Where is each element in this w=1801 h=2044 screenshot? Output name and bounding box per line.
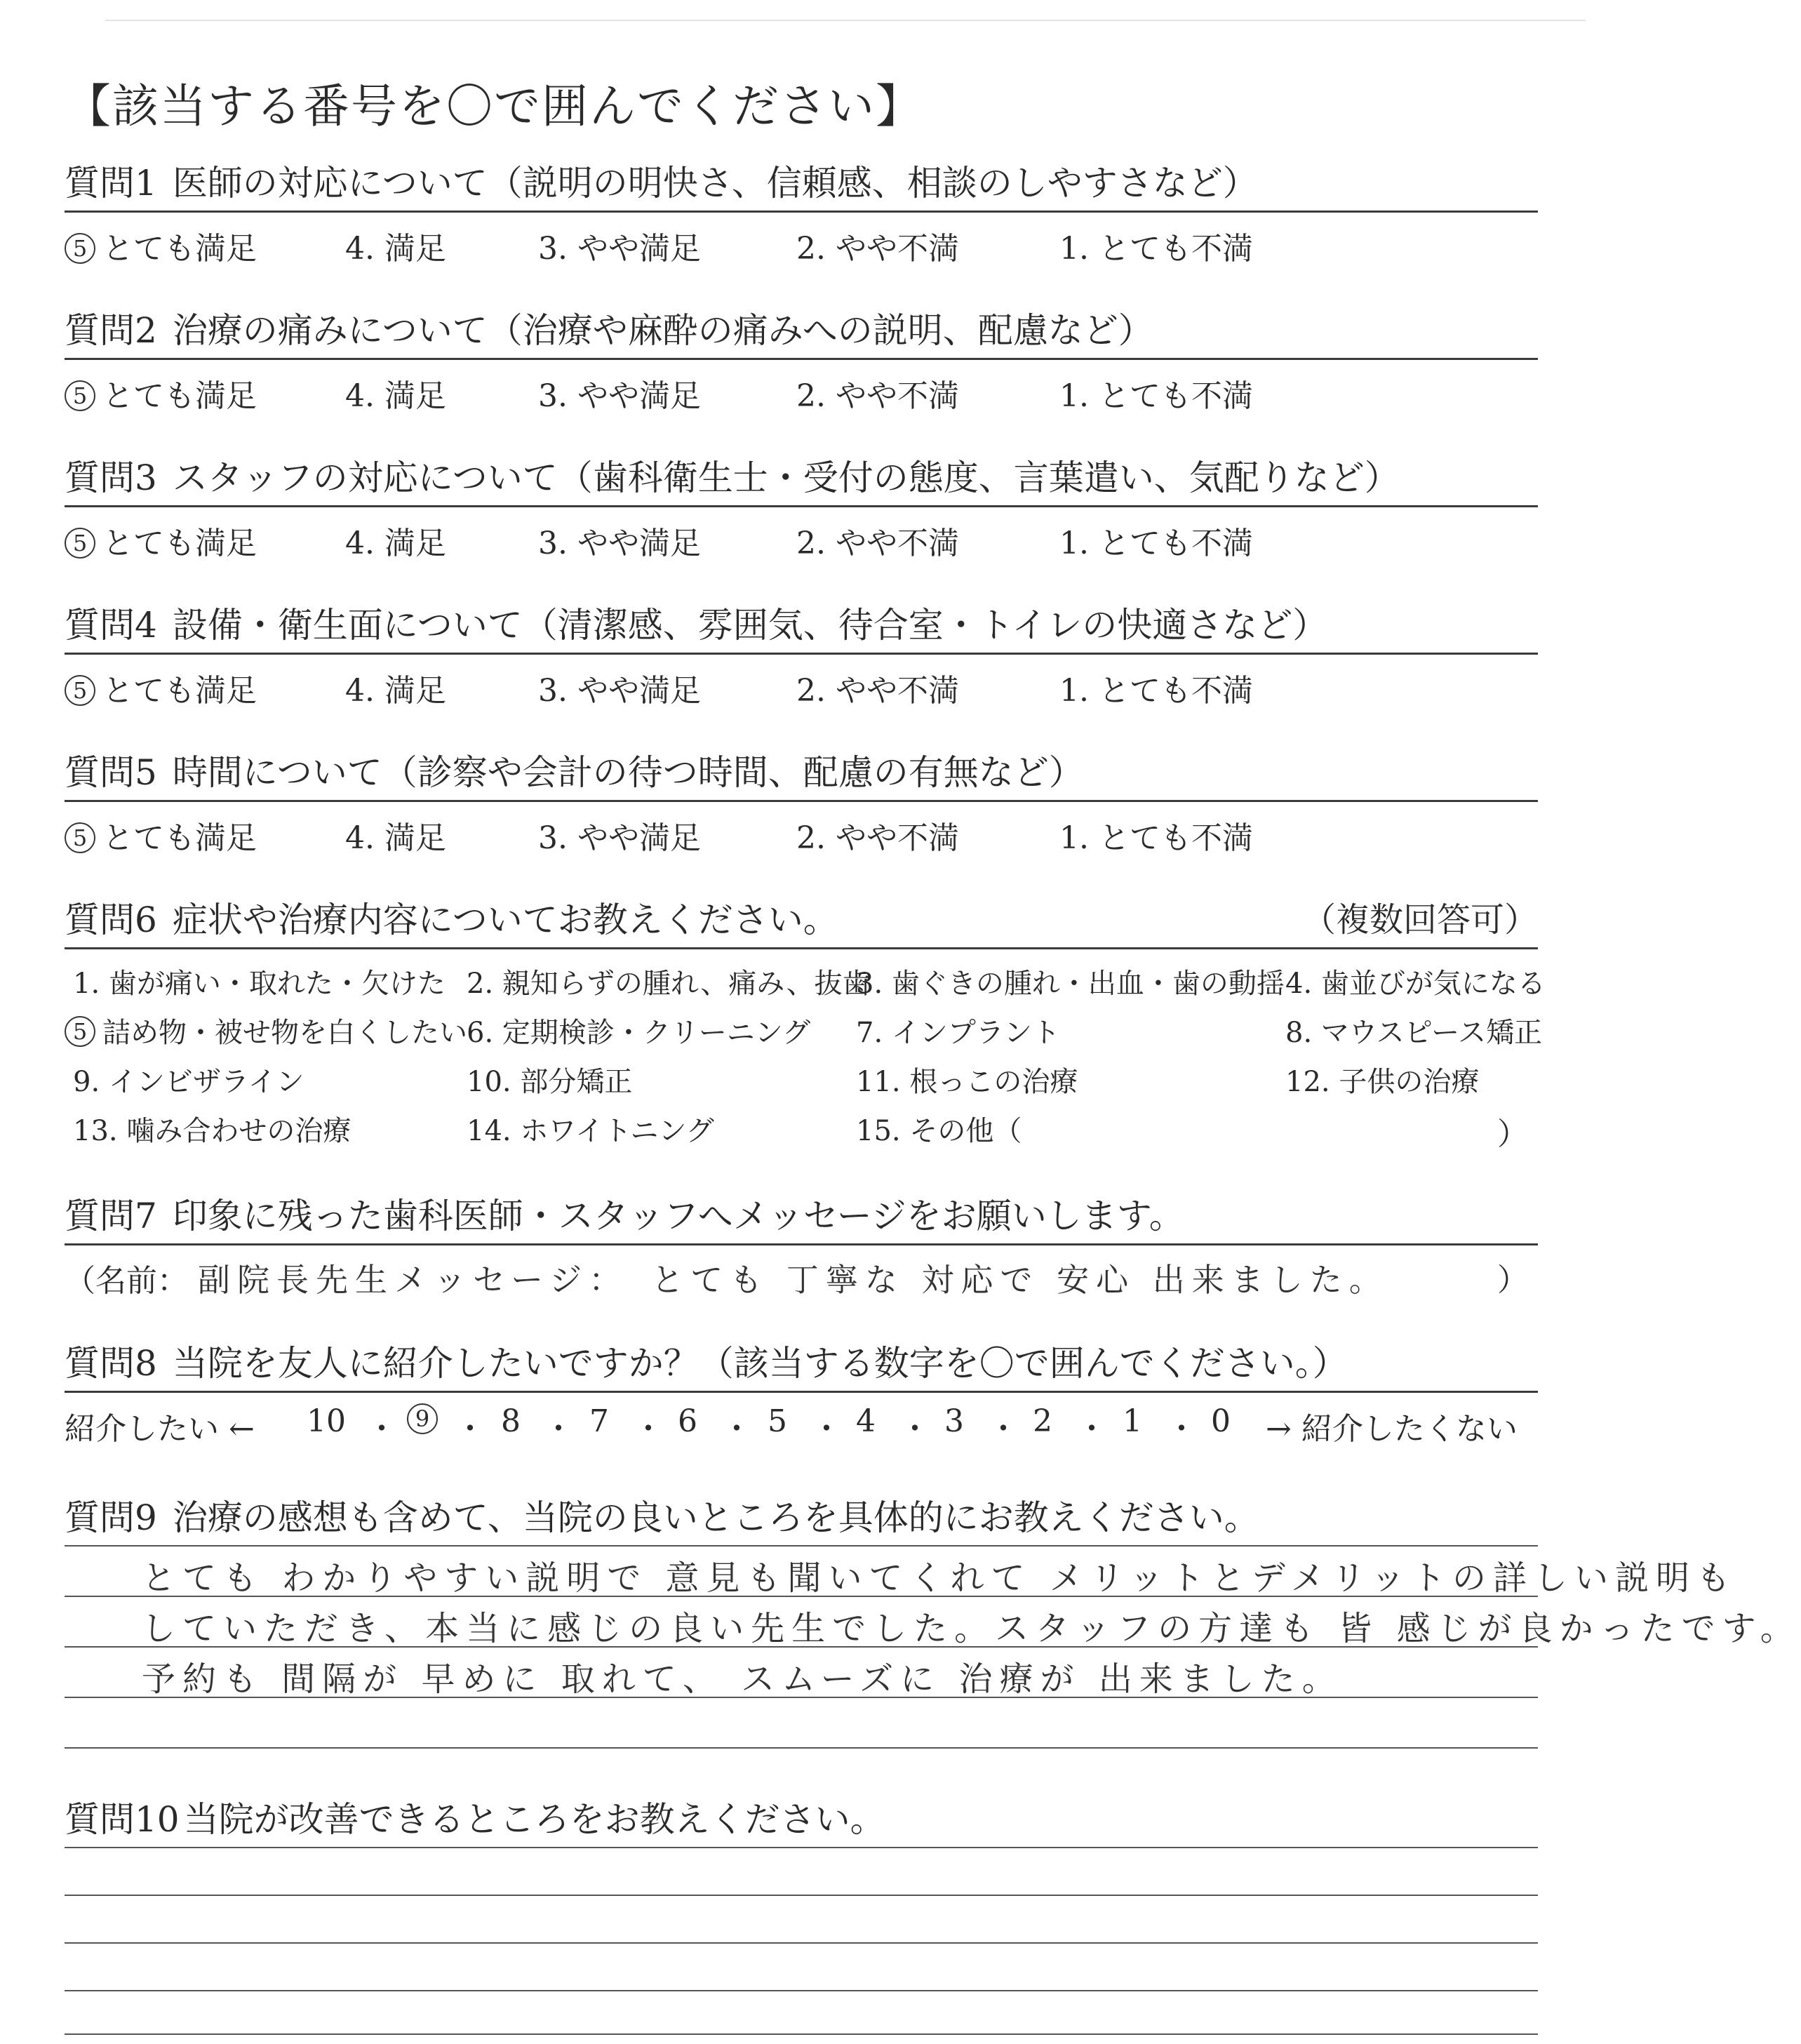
rating-options [65,813,1538,855]
option-3[interactable]: 3. やや満足 [538,526,701,561]
option-4[interactable]: 4. 満足 [345,231,446,267]
scale-4[interactable]: 4 [856,1403,876,1439]
choice-15[interactable]: 15. その他（ [856,1115,1022,1147]
question-title [65,1796,1538,1845]
question-text: 医師の対応について（説明の明快さ、信頼感、相談のしやすさなど） [172,163,1258,203]
scan-edge-line [105,20,1586,21]
choice-1[interactable]: 1. 歯が痛い・取れた・欠けた [73,968,446,1000]
question-title [65,160,1538,209]
writing-line [65,1545,1538,1547]
option-3[interactable]: 3. やや満足 [538,820,701,856]
option-5[interactable]: 5 とても満足 [65,518,257,563]
option-4[interactable]: 4. 満足 [345,378,446,414]
question-text: 当院が改善できるところをお教えください。 [183,1799,885,1840]
rating-options [65,665,1538,707]
question-1 [65,160,1538,267]
scale-6[interactable]: 6 [678,1403,697,1439]
question-7 [65,1193,1538,1299]
question-number: 質問7 [65,1196,157,1236]
scale-dot: ・ [366,1411,397,1447]
option-2[interactable]: 2. やや不満 [796,820,959,856]
option-4[interactable]: 4. 満足 [345,526,446,561]
option-5[interactable]: 5 とても満足 [65,370,257,415]
handwritten-line-3: 予約も 間隔が 早めに 取れて、 スムーズに 治療が 出来ました。 [142,1659,1343,1699]
question-6 [65,897,1546,1152]
scale-dot: ・ [811,1411,842,1447]
scale-3[interactable]: 3 [944,1403,964,1439]
question-title [65,602,1538,651]
option-2[interactable]: 2. やや不満 [796,673,959,709]
question-number: 質問10 [65,1799,180,1840]
question-10 [65,1796,1538,2035]
other-close-paren: ） [1497,1116,1528,1152]
question-8 [65,1340,1538,1447]
option-2[interactable]: 2. やや不満 [796,526,959,561]
choice-13[interactable]: 13. 噛み合わせの治療 [73,1115,352,1147]
answer-rule [65,1391,1538,1393]
question-title [65,1495,1538,1544]
question-number: 質問4 [65,605,157,646]
question-number: 質問8 [65,1343,157,1384]
question-text: スタッフの対応について（歯科衛生士・受付の態度、言葉遣い、気配りなど） [172,457,1400,498]
question-number: 質問1 [65,163,157,203]
choice-5[interactable]: 5 詰め物・被せ物を白くしたい [65,1010,467,1050]
question-text: 治療の感想も含めて、当院の良いところを具体的にお教えください。 [172,1497,1259,1538]
writing-line [65,1895,1538,1896]
answer-lines [65,1545,1801,1756]
answer-rule [65,800,1538,802]
choice-12[interactable]: 12. 子供の治療 [1285,1066,1480,1098]
question-text: 治療の痛みについて（治療や麻酔の痛みへの説明、配慮など） [172,310,1153,351]
selected-circle: 5 [65,528,95,559]
scale-dot: ・ [1076,1411,1107,1447]
name-label: （名前： [65,1263,188,1299]
choice-2[interactable]: 2. 親知らずの腫れ、痛み、抜歯 [467,968,871,1000]
writing-line [65,2033,1538,2035]
choice-9[interactable]: 9. インビザライン [73,1066,304,1098]
question-text: 時間について（診察や会計の待つ時間、配慮の有無など） [172,752,1084,793]
question-number: 質問5 [65,752,157,793]
option-4[interactable]: 4. 満足 [345,673,446,709]
scale-5[interactable]: 5 [768,1403,787,1439]
choice-4[interactable]: 4. 歯並びが気になる [1285,968,1546,1000]
symptom-choices [65,961,1546,1152]
question-number: 質問9 [65,1497,157,1538]
question-title [65,455,1538,504]
question-title [65,897,1538,946]
option-4[interactable]: 4. 満足 [345,820,446,856]
choice-8[interactable]: 8. マウスピース矯正 [1285,1017,1543,1049]
answer-rule [65,653,1538,655]
answer-rule [65,211,1538,213]
scale-7[interactable]: 7 [589,1403,609,1439]
option-3[interactable]: 3. やや満足 [538,673,701,709]
handwritten-line-1: とても わかりやすい説明で 意見も聞いてくれて メリットとデメリットの詳しい説明も [142,1558,1738,1598]
answer-rule [65,505,1538,507]
selected-circle: 5 [65,233,95,264]
rating-options [65,370,1538,413]
option-1[interactable]: 1. とても不満 [1059,820,1253,856]
scale-10[interactable]: 10 [307,1403,346,1439]
question-2 [65,307,1538,414]
question-9 [65,1495,1801,1761]
scale-dot: ・ [899,1411,930,1447]
handwritten-line-2: していただき、本当に感じの良い先生でした。スタッフの方達も 皆 感じが良かったです。 [142,1609,1801,1648]
question-title [65,1193,1538,1242]
scale-dot: ・ [988,1411,1019,1447]
option-3[interactable]: 3. やや満足 [538,231,701,267]
option-5[interactable]: 5 とても満足 [65,223,257,268]
scale-2[interactable]: 2 [1033,1403,1052,1439]
scale-8[interactable]: 8 [501,1403,521,1439]
question-text: 症状や治療内容についてお教えください。 [172,900,838,940]
handwritten-message: 副院長先生メッセージ： とても 丁寧な 対応で 安心 出来ました。 [198,1261,1388,1299]
writing-line [65,1847,1538,1848]
selected-circle: 5 [65,1016,95,1047]
scale-0[interactable]: 0 [1211,1403,1231,1439]
message-close-paren: ） [1497,1262,1528,1298]
selected-circle: 9 [407,1403,438,1434]
choice-6[interactable]: 6. 定期検診・クリーニング [467,1017,811,1049]
option-5[interactable]: 5 とても満足 [65,813,257,857]
question-title [65,749,1538,799]
option-1[interactable]: 1. とても不満 [1059,673,1253,709]
question-number: 質問3 [65,457,157,498]
question-number: 質問6 [65,900,157,940]
question-4 [65,602,1538,709]
choice-7[interactable]: 7. インプラント [856,1017,1060,1049]
question-5 [65,749,1538,856]
rating-options [65,518,1538,560]
scale-left-label: 紹介したい ← [65,1411,255,1447]
option-1[interactable]: 1. とても不満 [1059,231,1253,267]
scale-1[interactable]: 1 [1123,1403,1142,1439]
choice-3[interactable]: 3. 歯ぐきの腫れ・出血・歯の動揺 [856,968,1285,1000]
scale-dot: ・ [455,1411,486,1447]
question-title [65,307,1538,356]
question-text: 印象に残った歯科医師・スタッフへメッセージをお願いします。 [172,1196,1184,1236]
answer-lines [65,1847,1538,2036]
scale-dot: ・ [543,1411,574,1447]
choice-14[interactable]: 14. ホワイトニング [467,1115,714,1147]
page-title: 【該当する番号を〇で囲んでください】 [65,79,923,133]
scale-dot: ・ [1166,1411,1197,1447]
writing-line [65,1747,1538,1749]
selected-circle: 5 [65,675,95,706]
answer-rule [65,1243,1538,1245]
option-3[interactable]: 3. やや満足 [538,378,701,414]
scale-dot: ・ [633,1411,664,1447]
option-5[interactable]: 5 とても満足 [65,665,257,710]
option-1[interactable]: 1. とても不満 [1059,378,1253,414]
selected-circle: 5 [65,822,95,853]
choice-11[interactable]: 11. 根っこの治療 [856,1066,1078,1098]
option-2[interactable]: 2. やや不満 [796,231,959,267]
question-3 [65,455,1538,561]
rating-options [65,223,1538,265]
question-title [65,1340,1538,1389]
scale-right-label: → 紹介したくない [1266,1411,1518,1447]
question-number: 質問2 [65,310,157,351]
answer-rule [65,358,1538,360]
option-2[interactable]: 2. やや不満 [796,378,959,414]
question-text: 当院を友人に紹介したいですか？（該当する数字を〇で囲んでください。） [172,1343,1348,1384]
choice-10[interactable]: 10. 部分矯正 [467,1066,633,1098]
selected-circle: 5 [65,380,95,411]
message-row [65,1255,1538,1300]
recommend-scale [65,1403,1538,1445]
writing-line [65,1942,1538,1944]
scale-dot: ・ [721,1411,752,1447]
option-1[interactable]: 1. とても不満 [1059,526,1253,561]
multiple-answers-note: （複数回答可） [1301,900,1538,940]
question-text: 設備・衛生面について（清潔感、雰囲気、待合室・トイレの快適さなど） [172,605,1328,646]
writing-line [65,1990,1538,1991]
answer-rule [65,947,1538,949]
